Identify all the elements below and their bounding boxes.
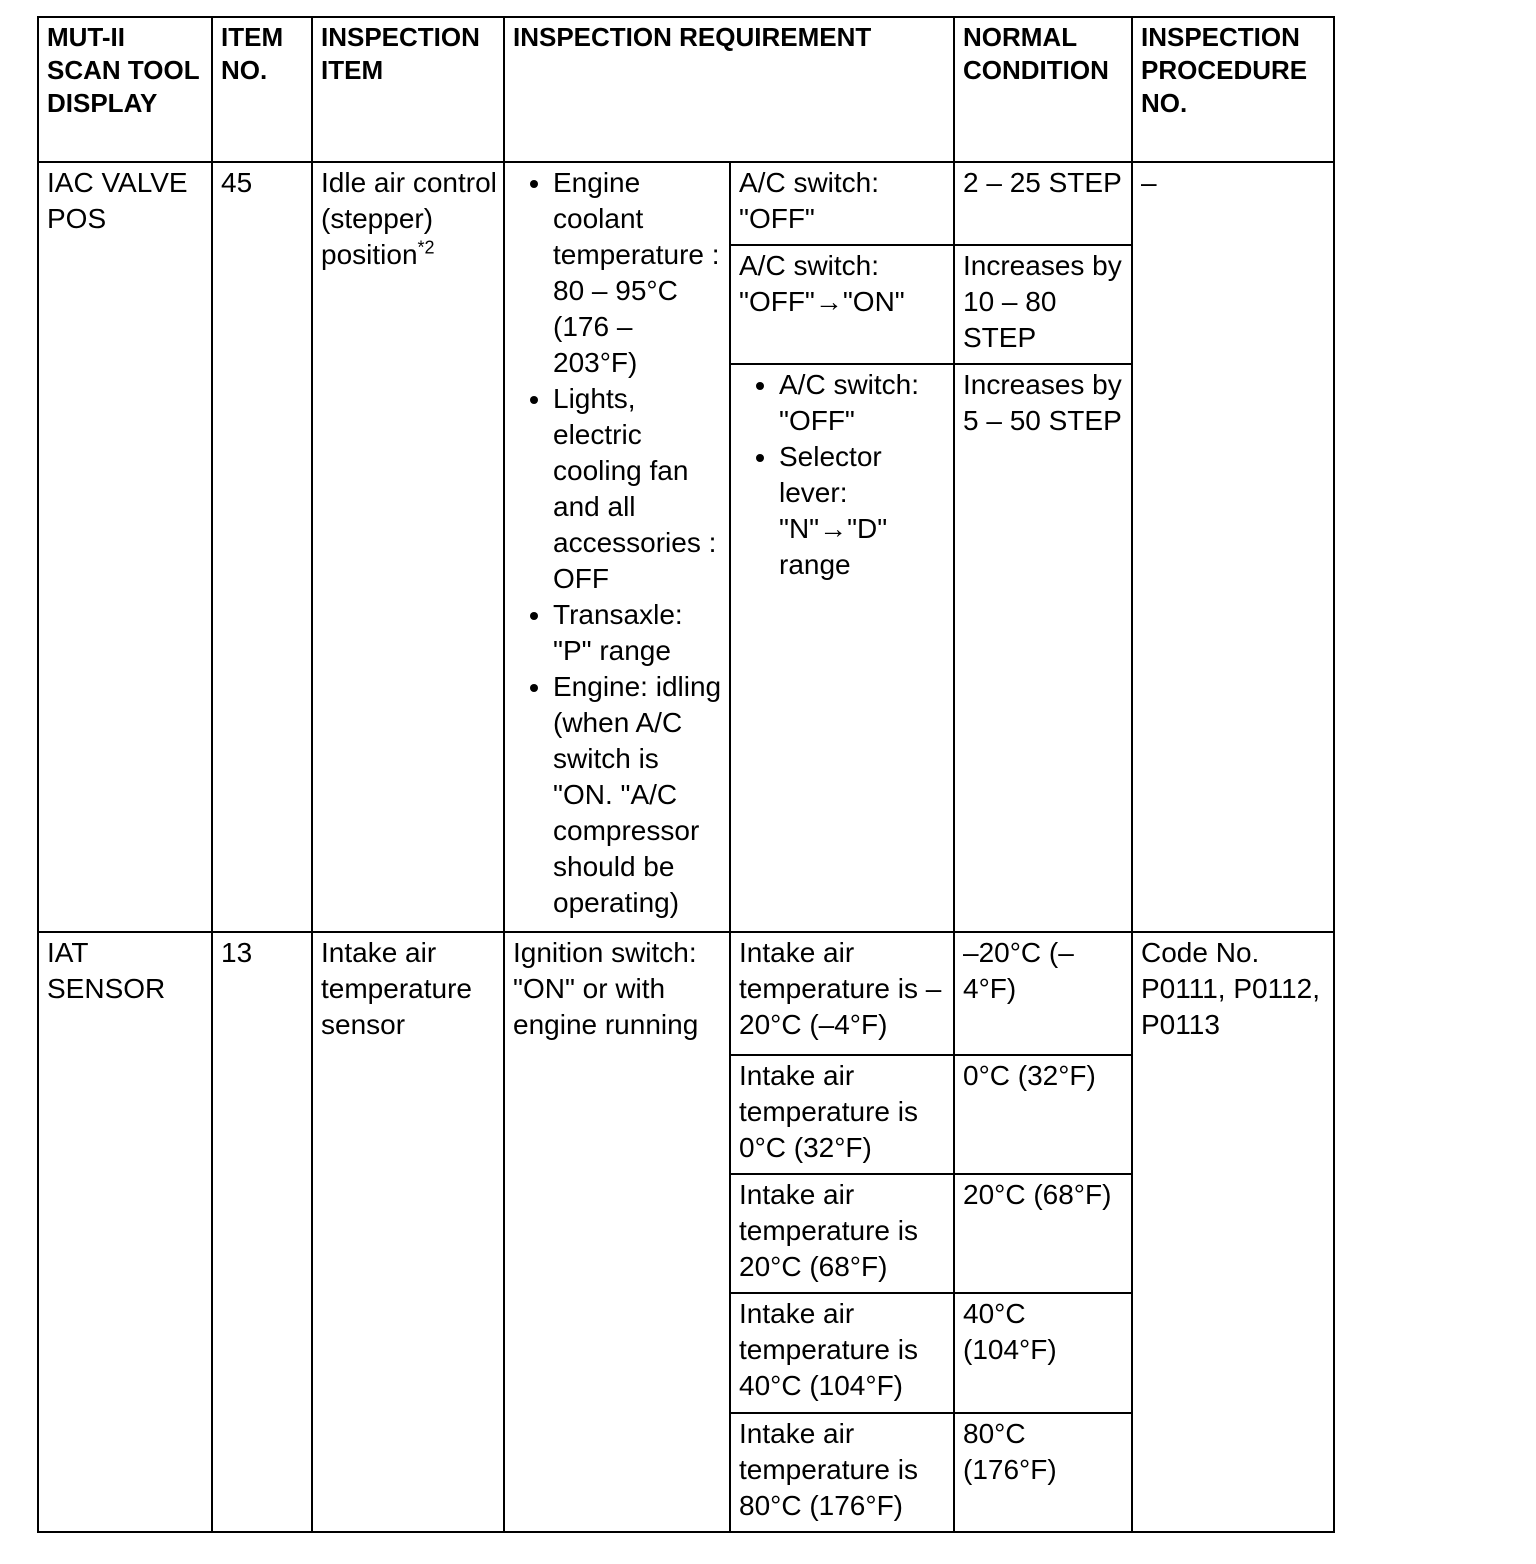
- iat-sub-condition: Intake air temperature is 40°C (104°F): [730, 1293, 954, 1413]
- table-row: [38, 932, 1334, 1055]
- list-item: • Lights, electric cooling fan and all accessories : OFF: [553, 381, 723, 597]
- iac-sub-normal: Increases by 10 – 80 STEP: [954, 245, 1132, 364]
- iat-sub-normal: 40°C (104°F): [954, 1293, 1132, 1413]
- iat-sub-condition: Intake air temperature is 20°C (68°F): [730, 1174, 954, 1293]
- header-procedure-no: INSPECTION PROCEDURE NO.: [1132, 17, 1334, 162]
- iac-requirement-list: [513, 165, 723, 921]
- table-row: [38, 162, 1334, 245]
- iat-sub-condition: Intake air temperature is 0°C (32°F): [730, 1055, 954, 1174]
- iac-display: IAC VALVE POS: [38, 162, 212, 932]
- header-normal-condition: NORMAL CONDITION: [954, 17, 1132, 162]
- iat-display: IAT SENSOR: [38, 932, 212, 1532]
- iat-item-no: 13: [212, 932, 312, 1532]
- header-display: MUT-II SCAN TOOL DISPLAY: [38, 17, 212, 162]
- iat-procedure: Code No. P0111, P0112, P0113: [1132, 932, 1334, 1532]
- iat-sub-condition: Intake air temperature is –20°C (–4°F): [730, 932, 954, 1055]
- iac-item-no: 45: [212, 162, 312, 932]
- iat-sub-condition: Intake air temperature is 80°C (176°F): [730, 1413, 954, 1532]
- header-inspection-item: INSPECTION ITEM: [312, 17, 504, 162]
- list-item: • Transaxle: "P" range: [553, 597, 723, 669]
- iac-item-note: *2: [417, 237, 435, 258]
- iat-sub-normal: –20°C (–4°F): [954, 932, 1132, 1055]
- iac-sub-condition: A/C switch: "OFF": [730, 162, 954, 245]
- header-item-no: ITEM NO.: [212, 17, 312, 162]
- list-item: • Engine: idling (when A/C switch is "ON. "A/C compressor should be operating): [553, 669, 723, 921]
- list-item: • Engine coolant temperature : 80 – 95°C (176 – 203°F): [553, 165, 723, 381]
- iac-sub-condition-list: [739, 367, 947, 583]
- iac-sub-condition: [730, 364, 954, 932]
- iac-sub-normal: Increases by 5 – 50 STEP: [954, 364, 1132, 932]
- list-item: • A/C switch: "OFF": [779, 367, 947, 439]
- iac-item-text: Idle air control (stepper) position: [321, 167, 497, 270]
- iac-sub-condition: A/C switch: "OFF"→"ON": [730, 245, 954, 364]
- iat-requirement: Ignition switch: "ON" or with engine running: [504, 932, 730, 1532]
- iac-item: [312, 162, 504, 932]
- iat-sub-normal: 0°C (32°F): [954, 1055, 1132, 1174]
- iat-sub-normal: 80°C (176°F): [954, 1413, 1132, 1532]
- inspection-table: [37, 16, 1335, 1533]
- iac-procedure: –: [1132, 162, 1334, 932]
- header-inspection-requirement: INSPECTION REQUIREMENT: [504, 17, 954, 162]
- iat-item: Intake air temperature sensor: [312, 932, 504, 1532]
- list-item: • Selector lever: "N"→"D" range: [779, 439, 947, 583]
- iac-requirements: [504, 162, 730, 932]
- iac-sub-normal: 2 – 25 STEP: [954, 162, 1132, 245]
- header-row: [38, 17, 1334, 162]
- iat-sub-normal: 20°C (68°F): [954, 1174, 1132, 1293]
